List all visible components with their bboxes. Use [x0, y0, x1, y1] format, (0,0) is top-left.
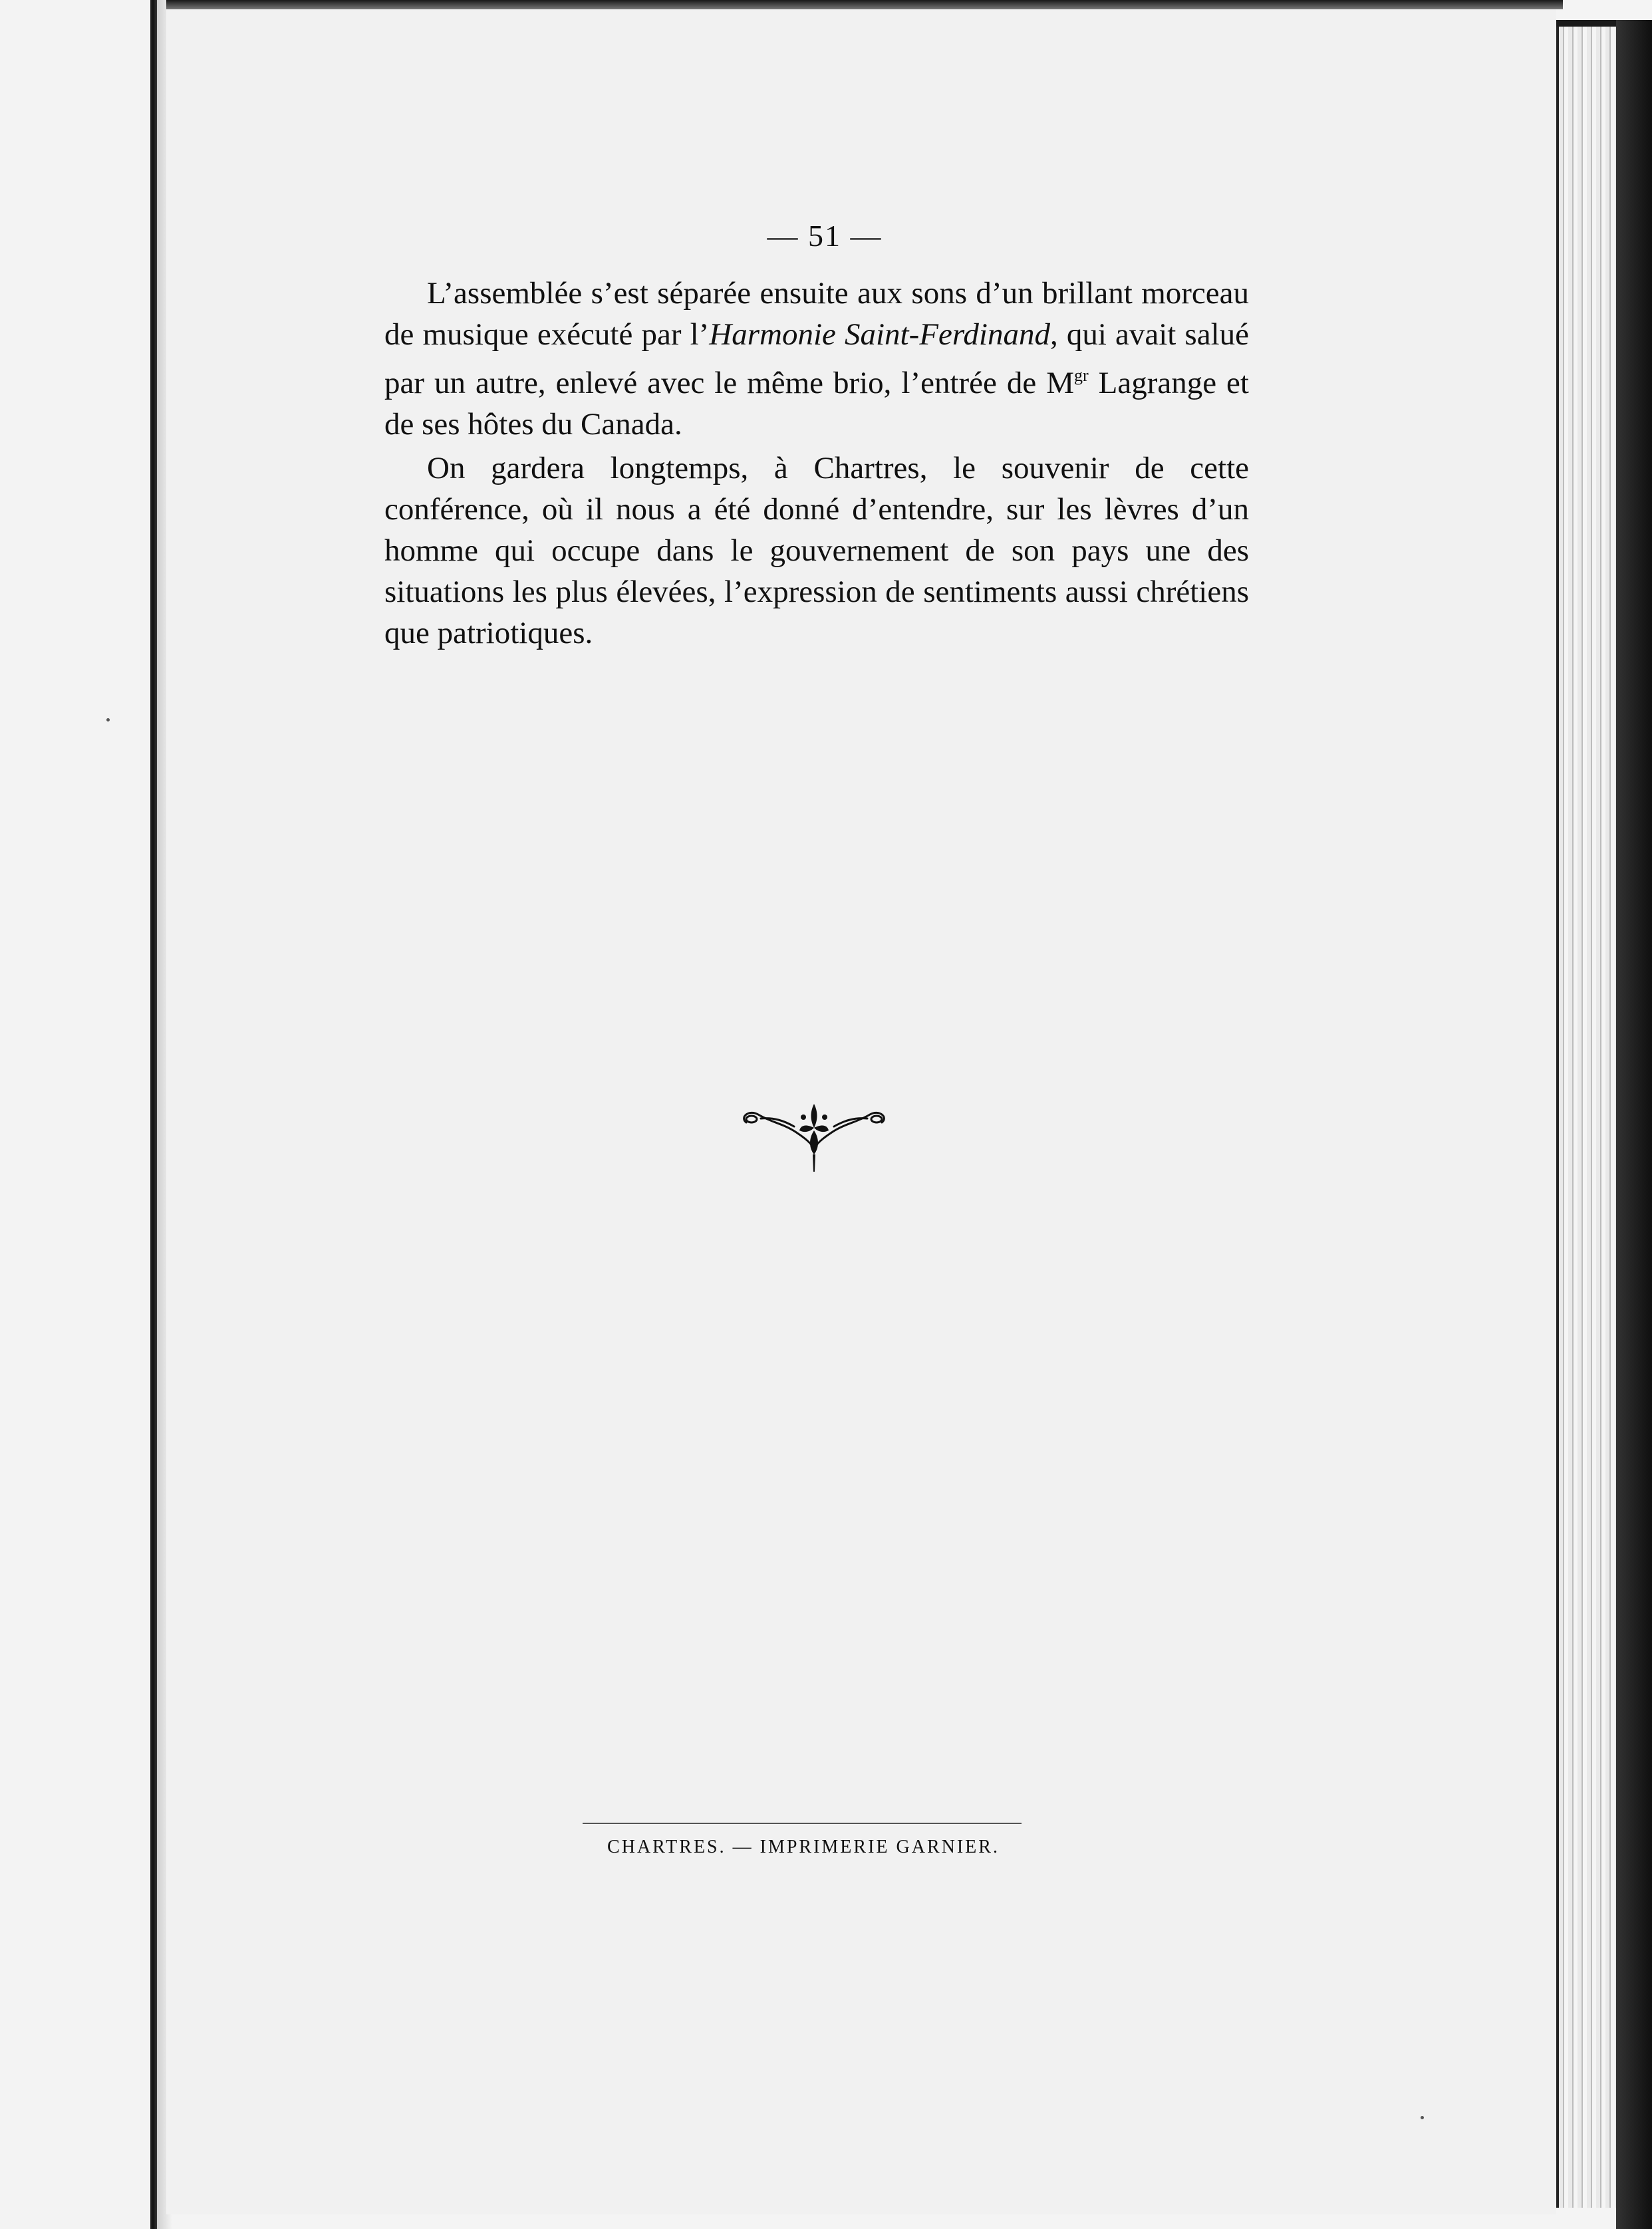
scan-speck: [1421, 2116, 1424, 2119]
ensemble-name: Harmonie Saint-Ferdinand: [709, 317, 1050, 352]
paragraph-1-text: L’assemblée s’est séparée ensuite aux sons d’un brillant morceau de musique exécuté par l’: [384, 276, 1249, 352]
printer-imprint: CHARTRES. — IMPRIMERIE GARNIER.: [607, 1837, 1000, 1857]
page-number: — 51 —: [767, 219, 883, 253]
page-stack-edge: [1556, 27, 1619, 2208]
paragraph-1-end: Lagrange et de ses hôtes du Canada.: [384, 366, 1249, 442]
scan-border-right: [1616, 20, 1652, 2229]
paragraph-1: [384, 273, 1249, 445]
paragraph-1-mid: , qui avait salué par un autre, enlevé avec le même brio, l’entrée de M: [384, 317, 1249, 400]
paragraph-2: On gardera longtemps, à Chartres, le souvenir de cette conférence, où il nous a été donné d’entendre, sur les lèvres d’un homme qui occupe dans le gouvernement de son pays une des situations les plus élevées, l’expression de sentiments aussi chrétiens que patriotiques.: [384, 451, 1249, 650]
scan-speck: [106, 718, 110, 721]
facing-page-edge: [0, 0, 152, 2229]
page-fold-shadow: [150, 0, 157, 2229]
top-edge-shadow: [166, 0, 1563, 9]
page-body: [384, 273, 1249, 654]
footer-rule: [583, 1823, 1022, 1824]
fleuron-ornament-icon: [734, 1097, 894, 1184]
title-abbrev-superscript: gr: [1074, 366, 1089, 385]
